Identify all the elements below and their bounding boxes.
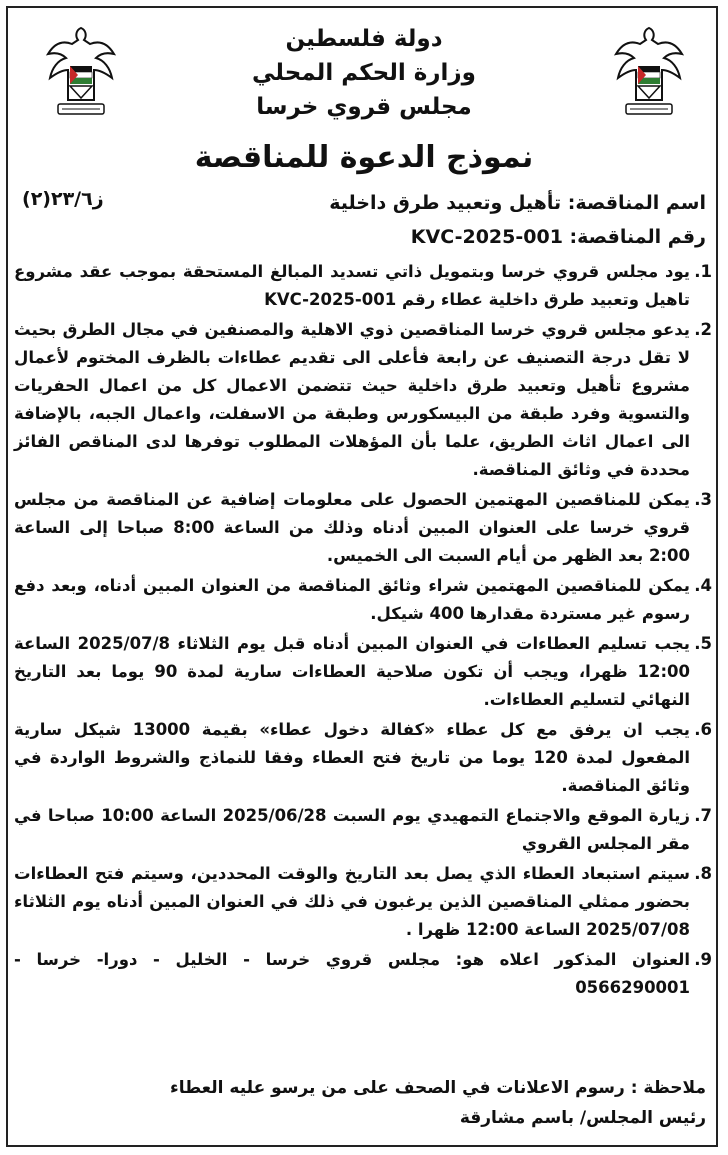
item-text: يود مجلس قروي خرسا وبتمويل ذاتي تسديد المبالغ المستحقة بموجب عقد مشروع تاهيل وتعبيد طرق داخلية عطاء رقم KVC-2025-001: [14, 262, 690, 309]
list-item: [14, 572, 712, 628]
item-text: العنوان المذكور اعلاه هو: مجلس قروي خرسا - الخليل - دورا- خرسا - 0566290001: [14, 950, 690, 997]
advertising-note: ملاحظة : رسوم الاعلانات في الصحف على من يرسو عليه العطاء: [170, 1078, 706, 1098]
tender-number: رقم المناقصة: KVC-2025-001: [410, 226, 706, 248]
state-name: دولة فلسطين: [285, 26, 443, 52]
list-item: [14, 486, 712, 570]
item-number: 3.: [694, 490, 712, 509]
eagle-emblem-icon: [610, 22, 688, 122]
document-title: نموذج الدعوة للمناقصة: [194, 140, 534, 175]
signature-line: رئيس المجلس/ باسم مشارقة: [459, 1108, 706, 1128]
list-item: [14, 316, 712, 484]
item-text: يمكن للمناقصين المهتمين الحصول على معلومات إضافية عن المناقصة من مجلس قروي خرسا على العنوان المبين أدناه وذلك من الساعة 8:00 صباحا إلى الساعة 2:00 بعد الظهر من أيام السبت الى الخميس.: [14, 490, 691, 565]
item-number: 8.: [694, 864, 712, 883]
tender-name: اسم المناقصة: تأهيل وتعبيد طرق داخلية: [329, 192, 706, 214]
palestine-emblem-left: [42, 22, 120, 122]
item-number: 4.: [694, 576, 712, 595]
item-number: 1.: [694, 262, 712, 281]
item-number: 2.: [694, 320, 712, 339]
item-number: 9.: [694, 950, 712, 969]
reference-number: ز٢٣/٦(٢): [22, 188, 104, 210]
list-item: [14, 630, 712, 714]
item-text: يدعو مجلس قروي خرسا المناقصين ذوي الاهلية والمصنفين في مجال الطرق بحيث لا تقل درجة التصنيف عن رابعة فأعلى الى تقديم عطاءات بالظرف المختوم لأعمال مشروع تأهيل وتعبيد طرق داخلية حيث تتضمن الاعمال كل من اعمال الحفريات والتسوية وفرد طبقة من البيسكورس وطبقة من الاسفلت، واعمال الجبه، بالإضافة الى اعمال اثاث الطريق، علما بأن المؤهلات المطلوب توفرها لدى المناقص الفائز محددة في وثائق المناقصة.: [14, 320, 690, 479]
ministry-name: وزارة الحكم المحلي: [252, 60, 476, 86]
tender-clauses: [14, 258, 712, 1004]
item-number: 7.: [694, 806, 712, 825]
council-name: مجلس قروي خرسا: [256, 94, 472, 120]
list-item: [14, 716, 712, 800]
item-number: 5.: [694, 634, 712, 653]
item-text: سيتم استبعاد العطاء الذي يصل بعد التاريخ والوقت المحددين، وسيتم فتح العطاءات بحضور ممثلي المناقصين الذين يرغبون في ذلك في العنوان المبين أدناه يوم الثلاثاء 2025/07/08 الساعة 12:00 ظهرا .: [14, 864, 690, 939]
item-text: يمكن للمناقصين المهتمين شراء وثائق المناقصة من العنوان المبين أدناه، وبعد دفع رسوم غير مستردة مقدارها 400 شيكل.: [14, 576, 690, 623]
item-text: زيارة الموقع والاجتماع التمهيدي يوم السبت 2025/06/28 الساعة 10:00 صباحا في مقر المجلس القروي: [14, 806, 690, 853]
palestine-emblem-right: [610, 22, 688, 122]
header: [140, 22, 588, 124]
eagle-emblem-icon: [42, 22, 120, 122]
list-item: [14, 802, 712, 858]
list-item: [14, 258, 712, 314]
list-item: [14, 946, 712, 1002]
item-text: يجب تسليم العطاءات في العنوان المبين أدناه قبل يوم الثلاثاء 2025/07/8 الساعة 12:00 ظهرا، ويجب أن تكون صلاحية العطاءات سارية لمدة 90 يوما بعد التاريخ النهائي لتسليم العطاءات.: [14, 634, 691, 709]
item-number: 6.: [694, 720, 712, 739]
list-item: [14, 860, 712, 944]
item-text: يجب ان يرفق مع كل عطاء «كفالة دخول عطاء» بقيمة 13000 شيكل سارية المفعول لمدة 120 يوما من تاريخ فتح العطاء وفقا للنماذج والشروط الواردة في وثائق المناقصة.: [14, 720, 691, 795]
